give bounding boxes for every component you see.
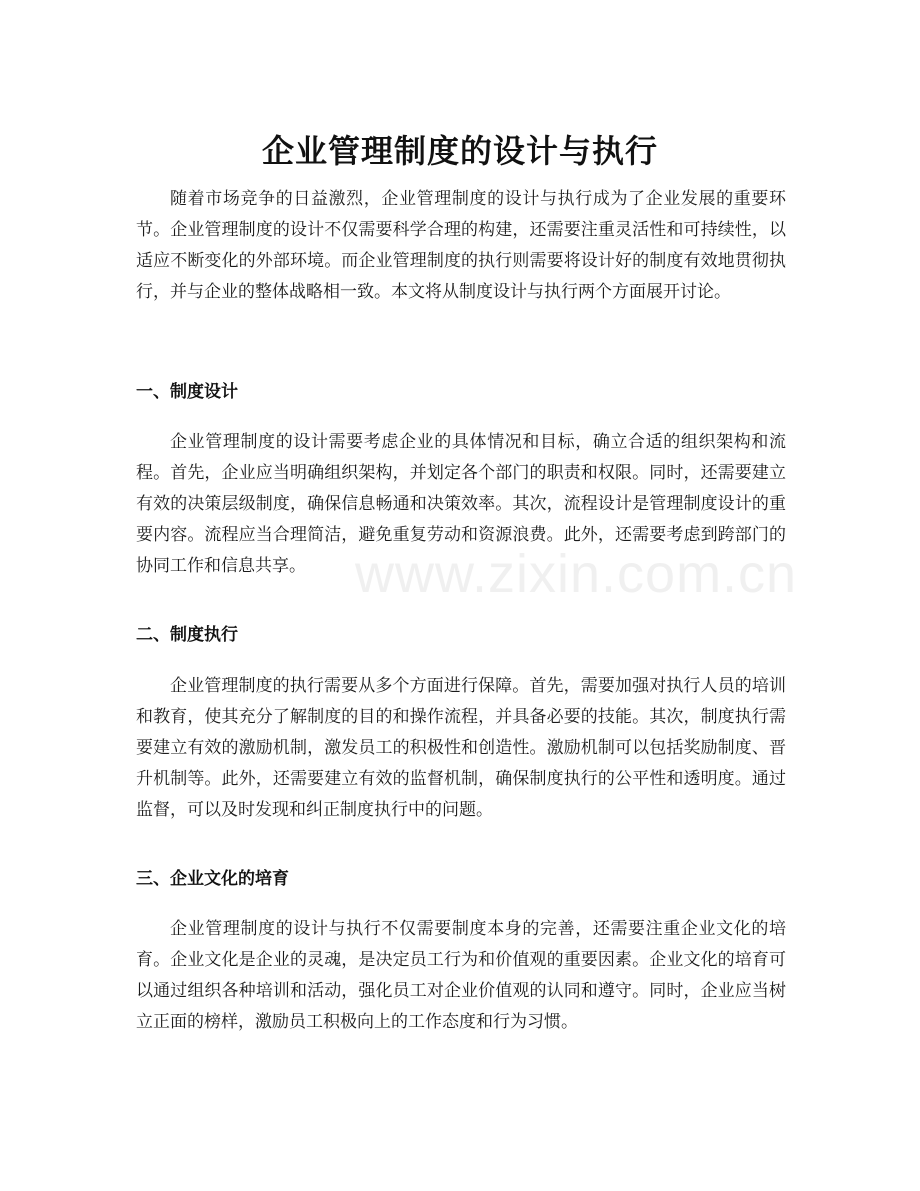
document-title: 企业管理制度的设计与执行 [261, 132, 658, 171]
section-heading-design: 一、制度设计 [136, 382, 238, 402]
watermark: www.zixin.com.cn [355, 544, 798, 604]
section-body-culture: 企业管理制度的设计与执行不仅需要制度本身的完善，还需要注重企业文化的培育。企业文化是企业的灵魂，是决定员工行为和价值观的重要因素。企业文化的培育可以通过组织各种培训和活动，强化员工对企业价值观的认同和遵守。同时，企业应当树立正面的榜样，激励员工积极向上的工作态度和行为习惯。 [136, 919, 786, 1032]
section-body-design: 企业管理制度的设计需要考虑企业的具体情况和目标，确立合适的组织架构和流程。首先，企业应当明确组织架构，并划定各个部门的职责和权限。同时，还需要建立有效的决策层级制度，确保信息畅通和决策效率。其次，流程设计是管理制度设计的重要内容。流程应当合理简洁，避免重复劳动和资源浪费。此外，还需要考虑到跨部门的协同工作和信息共享。 [136, 432, 786, 576]
section-heading-execution: 二、制度执行 [136, 625, 238, 645]
section-body-execution: 企业管理制度的执行需要从多个方面进行保障。首先，需要加强对执行人员的培训和教育，使其充分了解制度的目的和操作流程，并具备必要的技能。其次，制度执行需要建立有效的激励机制，激发员工的积极性和创造性。激励机制可以包括奖励制度、晋升机制等。此外，还需要建立有效的监督机制，确保制度执行的公平性和透明度。通过监督，可以及时发现和纠正制度执行中的问题。 [136, 676, 786, 820]
section-heading-culture: 三、企业文化的培育 [136, 869, 289, 889]
intro-paragraph: 随着市场竞争的日益激烈，企业管理制度的设计与执行成为了企业发展的重要环节。企业管理制度的设计不仅需要科学合理的构建，还需要注重灵活性和可持续性，以适应不断变化的外部环境。而企业管理制度的执行则需要将设计好的制度有效地贯彻执行，并与企业的整体战略相一致。本文将从制度设计与执行两个方面展开讨论。 [136, 189, 786, 302]
